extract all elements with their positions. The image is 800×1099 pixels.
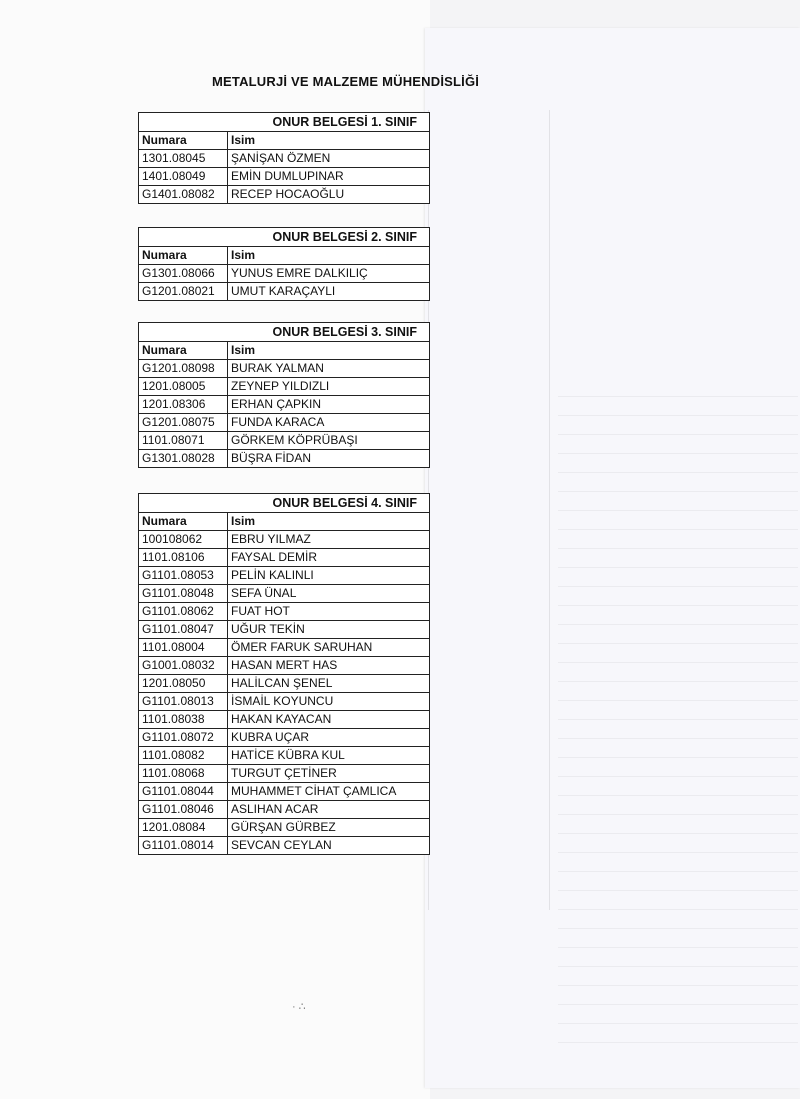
student-name: İSMAİL KOYUNCU [228, 693, 430, 711]
student-name: EMİN DUMLUPINAR [228, 168, 430, 186]
student-number: G1101.08062 [139, 603, 228, 621]
student-name: ZEYNEP YILDIZLI [228, 378, 430, 396]
student-number: 1201.08306 [139, 396, 228, 414]
honor-table-year-4 [138, 493, 430, 855]
student-name: KUBRA UÇAR [228, 729, 430, 747]
student-name: FAYSAL DEMİR [228, 549, 430, 567]
table-row [139, 450, 430, 468]
table-row [139, 783, 430, 801]
table-row [139, 396, 430, 414]
student-number: 1101.08082 [139, 747, 228, 765]
table-row [139, 360, 430, 378]
table-row [139, 531, 430, 549]
table-caption-row [139, 113, 430, 132]
student-number: 1201.08005 [139, 378, 228, 396]
column-header-numara: Numara [139, 342, 228, 360]
student-number: G1201.08021 [139, 283, 228, 301]
table-header-row [139, 342, 430, 360]
table-row [139, 585, 430, 603]
student-name: EBRU YILMAZ [228, 531, 430, 549]
column-header-numara: Numara [139, 513, 228, 531]
student-name: SEFA ÜNAL [228, 585, 430, 603]
student-number: G1101.08048 [139, 585, 228, 603]
student-number: G1301.08028 [139, 450, 228, 468]
table-row [139, 747, 430, 765]
honor-table-year-2 [138, 227, 430, 301]
student-number: 100108062 [139, 531, 228, 549]
student-number: G1101.08047 [139, 621, 228, 639]
student-name: BÜŞRA FİDAN [228, 450, 430, 468]
student-number: 1201.08050 [139, 675, 228, 693]
honor-table-year-3 [138, 322, 430, 468]
table-row [139, 801, 430, 819]
table-row [139, 675, 430, 693]
table-row [139, 168, 430, 186]
student-name: SEVCAN CEYLAN [228, 837, 430, 855]
student-number: 1401.08049 [139, 168, 228, 186]
bleed-through-column [428, 110, 550, 910]
table-row [139, 639, 430, 657]
table-row [139, 603, 430, 621]
table-row [139, 283, 430, 301]
student-number: G1101.08044 [139, 783, 228, 801]
student-name: UMUT KARAÇAYLI [228, 283, 430, 301]
table-caption: ONUR BELGESİ 4. SINIF [139, 494, 430, 513]
student-number: G1201.08075 [139, 414, 228, 432]
scan-smudge: · ∴ [292, 1001, 306, 1013]
student-number: 1301.08045 [139, 150, 228, 168]
student-number: G1101.08053 [139, 567, 228, 585]
table-row [139, 819, 430, 837]
student-name: YUNUS EMRE DALKILIÇ [228, 265, 430, 283]
table-row [139, 150, 430, 168]
student-number: 1101.08106 [139, 549, 228, 567]
student-name: GÜRŞAN GÜRBEZ [228, 819, 430, 837]
table-caption: ONUR BELGESİ 1. SINIF [139, 113, 430, 132]
student-number: 1101.08004 [139, 639, 228, 657]
table-caption-row [139, 323, 430, 342]
column-header-isim: Isim [228, 247, 430, 265]
student-name: TURGUT ÇETİNER [228, 765, 430, 783]
table-row [139, 378, 430, 396]
student-name: FUNDA KARACA [228, 414, 430, 432]
table-row [139, 186, 430, 204]
table-header-row [139, 247, 430, 265]
column-header-isim: Isim [228, 342, 430, 360]
honor-table-year-1 [138, 112, 430, 204]
table-caption: ONUR BELGESİ 3. SINIF [139, 323, 430, 342]
table-row [139, 693, 430, 711]
table-caption-row [139, 228, 430, 247]
document-title: METALURJİ VE MALZEME MÜHENDİSLİĞİ [212, 74, 480, 89]
column-header-isim: Isim [228, 132, 430, 150]
student-name: PELİN KALINLI [228, 567, 430, 585]
student-number: G1101.08013 [139, 693, 228, 711]
table-row [139, 729, 430, 747]
table-caption-row [139, 494, 430, 513]
student-name: GÖRKEM KÖPRÜBAŞI [228, 432, 430, 450]
student-name: HAKAN KAYACAN [228, 711, 430, 729]
table-row [139, 657, 430, 675]
table-header-row [139, 132, 430, 150]
table-row [139, 414, 430, 432]
student-number: G1301.08066 [139, 265, 228, 283]
column-header-numara: Numara [139, 132, 228, 150]
student-name: FUAT HOT [228, 603, 430, 621]
student-number: G1001.08032 [139, 657, 228, 675]
student-number: 1101.08038 [139, 711, 228, 729]
student-name: ŞANİŞAN ÖZMEN [228, 150, 430, 168]
student-name: MUHAMMET CİHAT ÇAMLICA [228, 783, 430, 801]
column-header-isim: Isim [228, 513, 430, 531]
bleed-through-grid [558, 378, 798, 1058]
table-row [139, 837, 430, 855]
student-number: 1101.08068 [139, 765, 228, 783]
table-row [139, 567, 430, 585]
student-name: BURAK YALMAN [228, 360, 430, 378]
student-number: 1201.08084 [139, 819, 228, 837]
table-row [139, 549, 430, 567]
table-row [139, 265, 430, 283]
column-header-numara: Numara [139, 247, 228, 265]
student-number: G1201.08098 [139, 360, 228, 378]
student-name: UĞUR TEKİN [228, 621, 430, 639]
student-name: ERHAN ÇAPKIN [228, 396, 430, 414]
student-name: RECEP HOCAOĞLU [228, 186, 430, 204]
table-row [139, 765, 430, 783]
table-caption: ONUR BELGESİ 2. SINIF [139, 228, 430, 247]
student-number: 1101.08071 [139, 432, 228, 450]
student-number: G1101.08072 [139, 729, 228, 747]
student-name: ÖMER FARUK SARUHAN [228, 639, 430, 657]
student-name: HALİLCAN ŞENEL [228, 675, 430, 693]
table-row [139, 432, 430, 450]
student-name: ASLIHAN ACAR [228, 801, 430, 819]
student-number: G1101.08046 [139, 801, 228, 819]
table-header-row [139, 513, 430, 531]
student-number: G1401.08082 [139, 186, 228, 204]
student-number: G1101.08014 [139, 837, 228, 855]
table-row [139, 621, 430, 639]
student-name: HATİCE KÜBRA KUL [228, 747, 430, 765]
student-name: HASAN MERT HAS [228, 657, 430, 675]
table-row [139, 711, 430, 729]
